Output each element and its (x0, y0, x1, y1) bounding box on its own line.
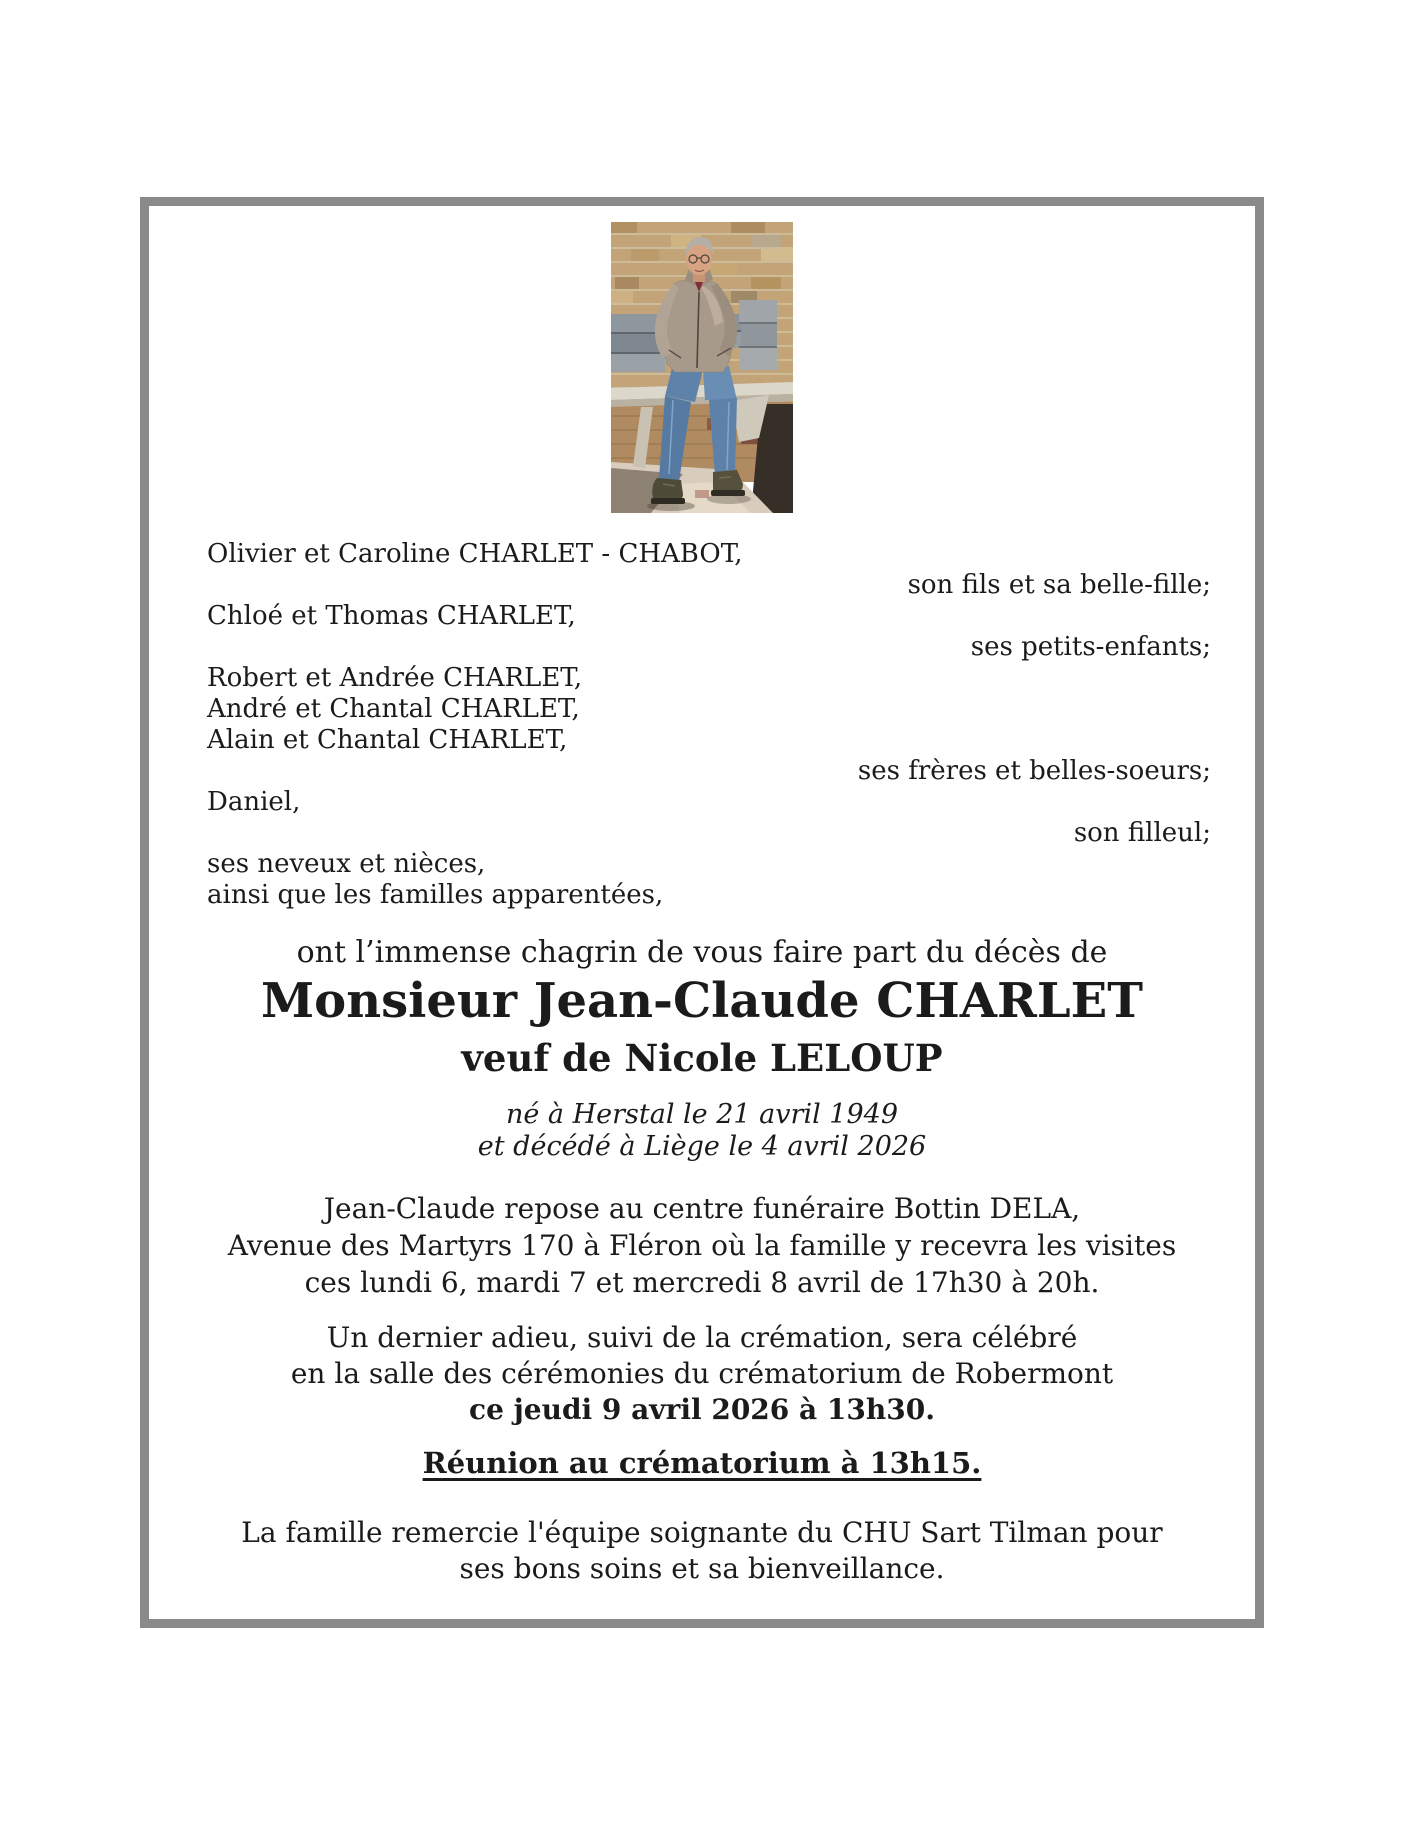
announcement-intro: ont l’immense chagrin de vous faire part du décès de (296, 935, 1108, 970)
deceased-name: Monsieur Jean-Claude CHARLET (261, 973, 1143, 1029)
birth-line: né à Herstal le 21 avril 1949 (505, 1099, 899, 1130)
portrait-photo (611, 222, 793, 513)
family-line: Daniel, (207, 787, 301, 817)
family-line: Alain et Chantal CHARLET, (207, 725, 568, 755)
farewell-line: Un dernier adieu, suivi de la crémation, sera célébré (326, 1321, 1078, 1354)
thanks-line: La famille remercie l'équipe soignante du CHU Sart Tilman pour (241, 1516, 1163, 1549)
visitation-paragraph (149, 1190, 1255, 1301)
family-line: André et Chantal CHARLET, (207, 694, 580, 724)
birth-death-dates (149, 1099, 1255, 1163)
family-line: ses neveux et nièces, (207, 849, 486, 879)
meeting-text: Réunion au crématorium à 13h15. (422, 1446, 982, 1480)
family-line: Robert et Andrée CHARLET, (207, 663, 583, 693)
death-line: et décédé à Liège le 4 avril 2026 (477, 1131, 927, 1162)
thanks-paragraph (149, 1515, 1255, 1587)
family-line: Chloé et Thomas CHARLET, (207, 601, 576, 631)
relation-line: ses frères et belles-soeurs; (857, 756, 1211, 786)
farewell-paragraph (149, 1320, 1255, 1428)
ceremony-datetime: ce jeudi 9 avril 2026 à 13h30. (469, 1393, 935, 1426)
widower-line: veuf de Nicole LELOUP (461, 1036, 943, 1080)
stone-block-stack (739, 300, 777, 370)
family-line: ainsi que les familles apparentées, (207, 880, 664, 910)
meeting-line (149, 1445, 1255, 1481)
relation-line: ses petits-enfants; (970, 632, 1211, 662)
farewell-line: en la salle des cérémonies du crématorium de Robermont (290, 1357, 1114, 1390)
family-line: Olivier et Caroline CHARLET - CHABOT, (207, 539, 743, 569)
relation-line: son fils et sa belle-fille; (907, 570, 1211, 600)
visitation-line: Jean-Claude repose au centre funéraire Bottin DELA, (323, 1192, 1081, 1225)
visitation-line: Avenue des Martyrs 170 à Fléron où la famille y recevra les visites (227, 1229, 1177, 1262)
visitation-line: ces lundi 6, mardi 7 et mercredi 8 avril de 17h30 à 20h. (304, 1266, 1100, 1299)
announcement-card (140, 197, 1264, 1628)
family-names-block (149, 539, 1255, 911)
relation-line: son filleul; (1073, 818, 1211, 848)
thanks-line: ses bons soins et sa bienveillance. (459, 1552, 945, 1585)
